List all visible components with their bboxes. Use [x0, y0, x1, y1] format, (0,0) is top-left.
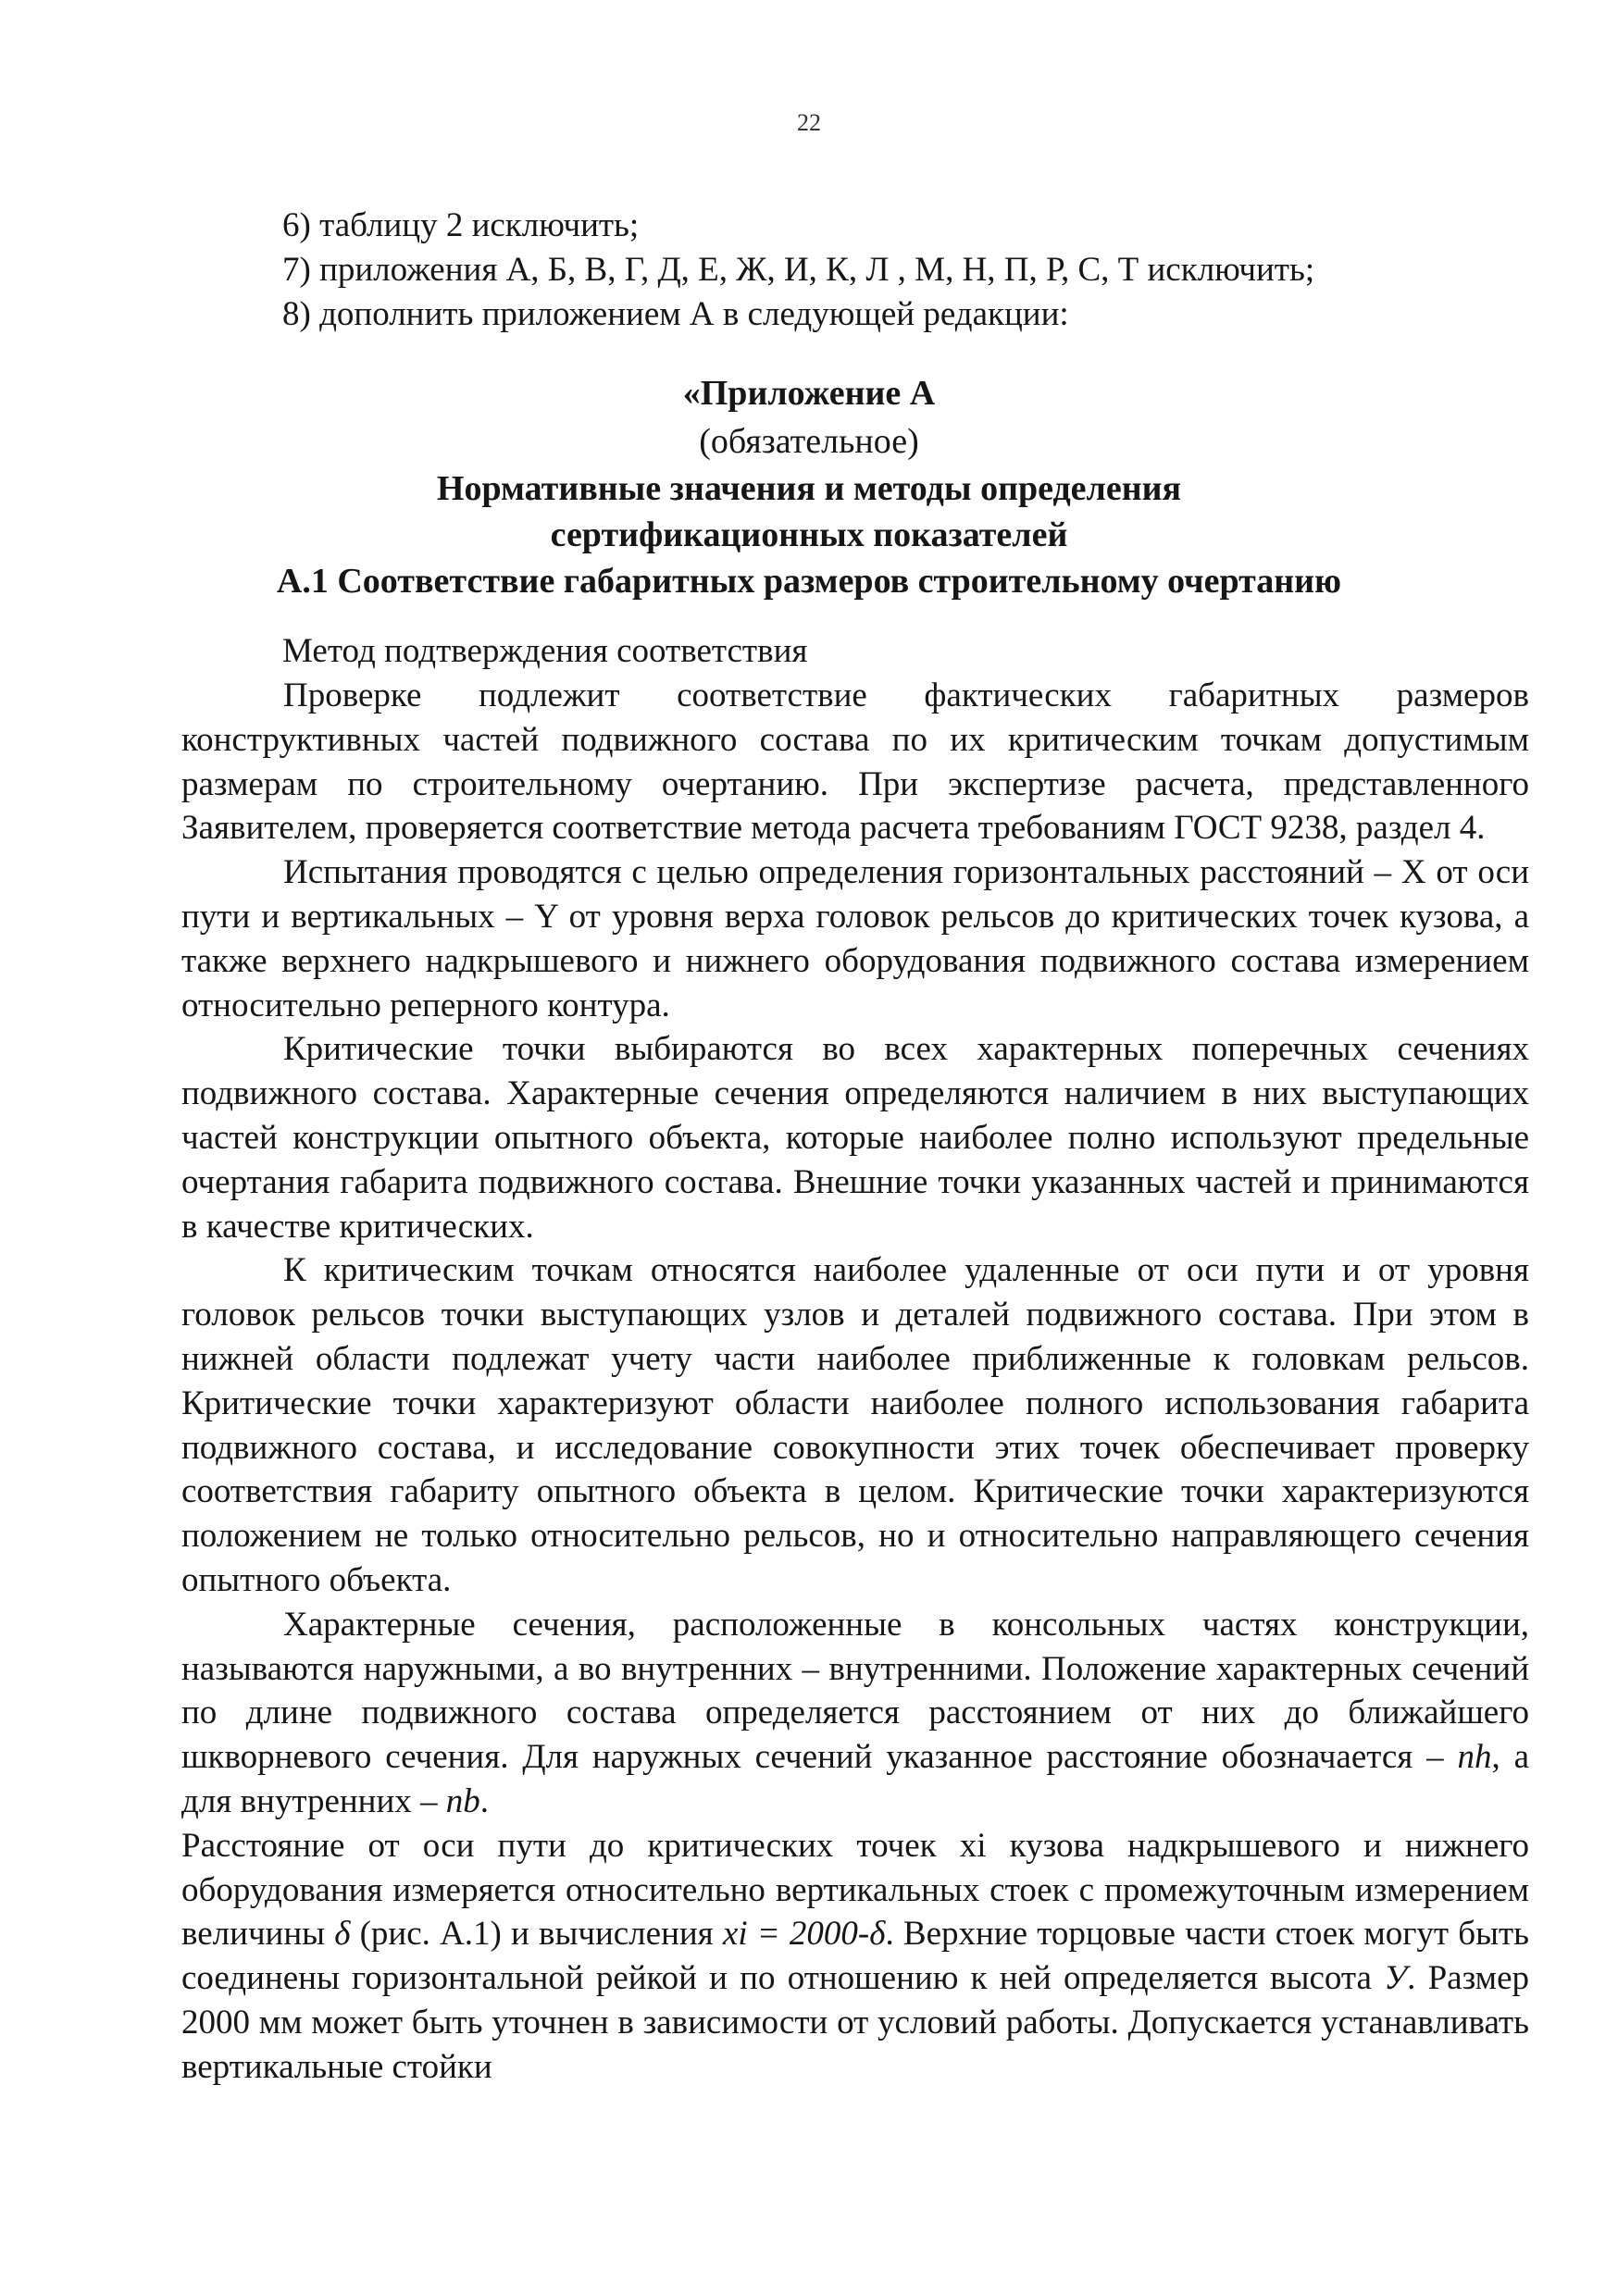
- formula-xi: xi = 2000-δ: [722, 1915, 886, 1954]
- symbol-nb: nb: [445, 1781, 480, 1820]
- paragraph: [181, 1824, 1529, 2090]
- appendix-title: «Приложение А: [682, 374, 936, 413]
- amendment-text: 8) дополнить приложением А в следующей редакции:: [282, 295, 1069, 333]
- symbol-delta: δ: [334, 1915, 351, 1954]
- amendment-text: 6) таблицу 2 исключить;: [282, 206, 640, 244]
- paragraph-text: .: [479, 1781, 490, 1820]
- method-title: Метод подтверждения соответствия: [282, 632, 808, 670]
- body-text: [181, 674, 1529, 2090]
- symbol-nh: nh: [1457, 1738, 1492, 1777]
- appendix-subtitle-line1: Нормативные значения и методы определения: [436, 469, 1182, 508]
- paragraph-text: . Верхние торцовые части стоек могут быть соединены горизонтальной рейкой и по отношению к ней определяется высота: [181, 1915, 1530, 1998]
- paragraph: Испытания проводятся с целью определения горизонтальных расстояний – X от оси пути и вертикальных – Y от уровня верха головок рельсов до критических точек кузова, а также верхнего надкрышевого и нижнего оборудования подвижного состава измерением относительно реперного контура.: [181, 853, 1529, 1024]
- appendix-subtitle-line2: сертификационных показателей: [550, 515, 1068, 554]
- paragraph: Критические точки выбираются во всех характерных поперечных сечениях подвижного состава. Характерные сечения определяются наличием в них выступающих частей конструкции опытного объекта, которые наиболее полно используют предельные очертания габарита подвижного состава. Внешние точки указанных частей и принимаются в качестве критических.: [181, 1030, 1529, 1246]
- paragraph-text: Характерные сечения, расположенные в консольных частях конструкции, называются наружными, а во внутренних – внутренними. Положение характерных сечений по длине подвижного состава определяется расстоянием от них до ближайшего шкворневого сечения. Для наружных сечений указанное расстояние обозначается –: [181, 1605, 1529, 1777]
- appendix-status: (обязательное): [699, 422, 919, 461]
- paragraph: К критическим точкам относятся наиболее удаленные от оси пути и от уровня головок рельсов точки выступающих узлов и деталей подвижного состава. При этом в нижней области подлежат учету части наиболее приближенные к головкам рельсов. Критические точки характеризуют области наиболее полного использования габарита подвижного состава, и исследование совокупности этих точек обеспечивает проверку соответствия габариту опытного объекта в целом. Критические точки характеризуются положением не только относительно рельсов, но и относительно направляющего сечения опытного объекта.: [181, 1251, 1529, 1599]
- paragraph-text: кузова надкрышевого и нижнего оборудования измеряется относительно вертикальных стоек с промежуточным измерением величины: [181, 1826, 1530, 1954]
- symbol-xi: xi: [959, 1826, 987, 1865]
- paragraph-text: Расстояние от оси пути до критических точек: [181, 1826, 937, 1865]
- paragraph: [181, 1603, 1529, 1824]
- section-title: А.1 Соответствие габаритных размеров строительному очертанию: [276, 562, 1342, 601]
- paragraph: Проверке подлежит соответствие фактических габаритных размеров конструктивных частей подвижного состава по их критическим точкам допустимым размерам по строительному очертанию. При экспертизе расчета, представленного Заявителем, проверяется соответствие метода расчета требованиям ГОСТ 9238, раздел 4.: [181, 676, 1529, 848]
- symbol-y: У: [1384, 1959, 1408, 1998]
- paragraph-text: . Размер 2000 мм может быть уточнен в зависимости от условий работы. Допускается устанавливать вертикальные стойки: [181, 1959, 1529, 2086]
- paragraph-text: , а для внутренних –: [181, 1738, 1530, 1820]
- amendment-text: 7) приложения А, Б, В, Г, Д, Е, Ж, И, К, Л , М, Н, П, Р, С, Т исключить;: [282, 251, 1315, 289]
- page-number: 22: [797, 109, 821, 136]
- paragraph-text: (рис. А.1) и вычисления: [359, 1915, 714, 1954]
